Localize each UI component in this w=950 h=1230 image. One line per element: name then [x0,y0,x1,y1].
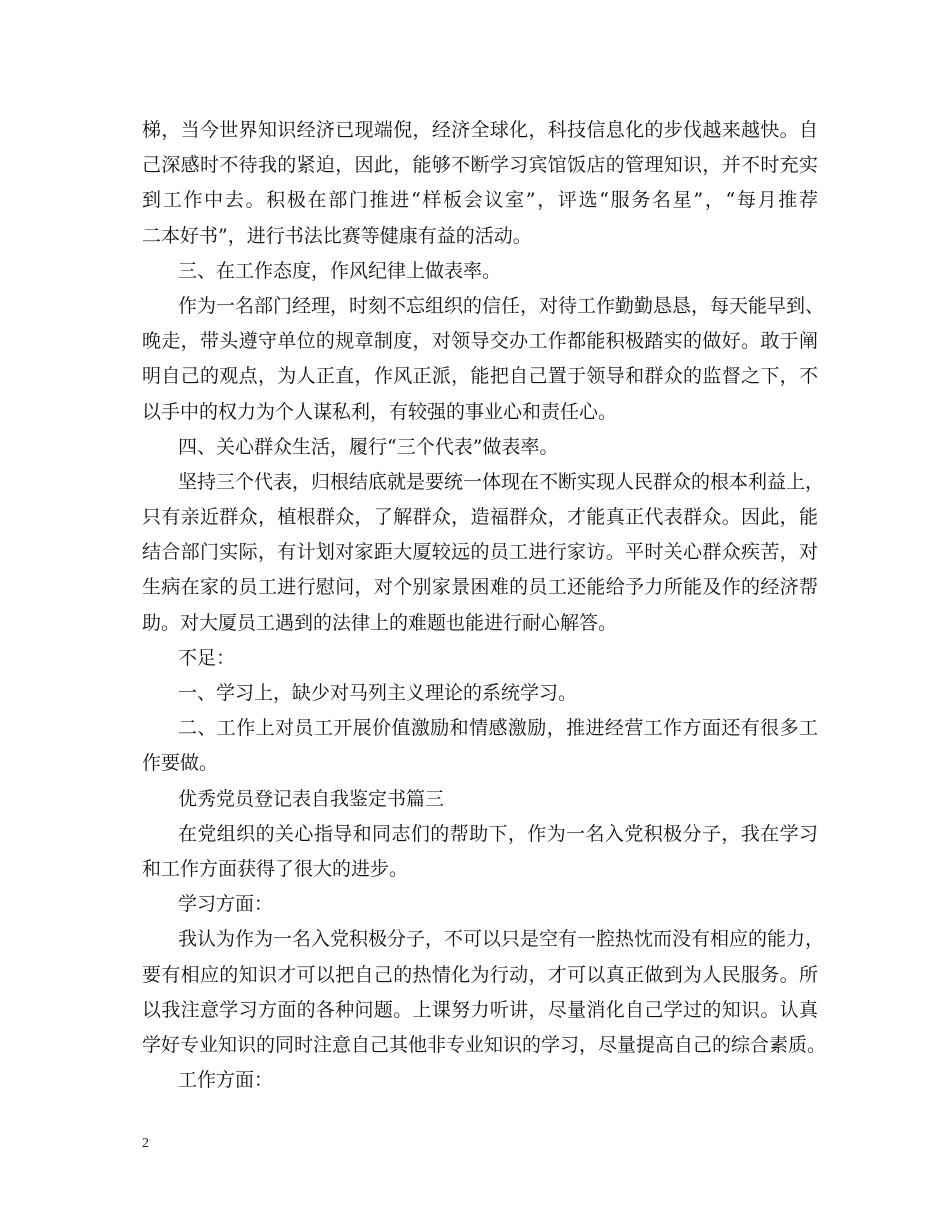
text-line: 作要做。 [142,752,219,775]
text-line: 学好专业知识的同时注意自己其他非专业知识的学习，尽量提高自己的综合素质。 [142,1033,827,1056]
text-line: 己深感时不待我的紧迫，因此，能够不断学习宾馆饭店的管理知识，并不时充实 [142,154,818,177]
text-line: 晚走，带头遵守单位的规章制度，对领导交办工作都能积极踏实的做好。敢于阐 [142,330,818,353]
page-number: 2 [142,1136,149,1151]
text-line: 作为一名部门经理，时刻不忘组织的信任，对待工作勤勤恳恳，每天能早到、 [178,294,825,317]
text-line: 要有相应的知识才可以把自己的热情化为行动，才可以真正做到为人民服务。所 [142,963,818,986]
text-line: 只有亲近群众，植根群众，了解群众，造福群众，才能真正代表群众。因此，能 [142,506,818,529]
text-line: 和工作方面获得了很大的进步。 [142,857,409,880]
text-line: 结合部门实际，有计划对家距大厦较远的员工进行家访。平时关心群众疾苦，对 [142,541,818,564]
text-line: 坚持三个代表，归根结底就是要统一体现在不断实现人民群众的根本利益上， [178,470,825,493]
text-line: 二、工作上对员工开展价值激励和情感激励，推进经营工作方面还有很多工 [178,717,818,740]
text-line: 以手中的权力为个人谋私利，有较强的事业心和责任心。 [142,400,618,423]
document-body [142,113,827,1098]
text-line: 一、学习上，缺少对马列主义理论的系统学习。 [178,682,578,704]
text-line: 以我注意学习方面的各种问题。上课努力听讲，尽量消化自己学过的知识。认真 [142,998,818,1021]
text-line: 二本好书”，进行书法比赛等健康有益的活动。 [142,224,532,247]
section-heading: 不足： [178,646,236,669]
text-line: 明自己的观点，为人正直，作风正派，能把自己置于领导和群众的监督之下，不 [142,365,818,388]
section-heading: 工作方面： [178,1069,274,1092]
section-heading: 学习方面： [178,893,274,916]
text-line: 到工作中去。积极在部门推进“样板会议室”，评选“服务名星”，“每月推荐 [142,189,818,212]
text-line: 我认为作为一名入党积极分子，不可以只是空有一腔热忱而没有相应的能力， [178,928,825,951]
text-line: 助。对大厦员工遇到的法律上的难题也能进行耐心解答。 [142,611,618,634]
section-heading: 三、在工作态度，作风纪律上做表率。 [178,259,502,282]
article-title: 优秀党员登记表自我鉴定书篇三 [178,787,445,810]
text-line: 生病在家的员工进行慰问，对个别家景困难的员工还能给予力所能及作的经济帮 [142,576,818,599]
text-line: 梯，当今世界知识经济已现端倪，经济全球化，科技信息化的步伐越来越快。自 [142,119,818,141]
text-line: 在党组织的关心指导和同志们的帮助下，作为一名入党积极分子，我在学习 [178,822,818,845]
section-heading: 四、关心群众生活，履行“三个代表”做表率。 [178,435,559,458]
